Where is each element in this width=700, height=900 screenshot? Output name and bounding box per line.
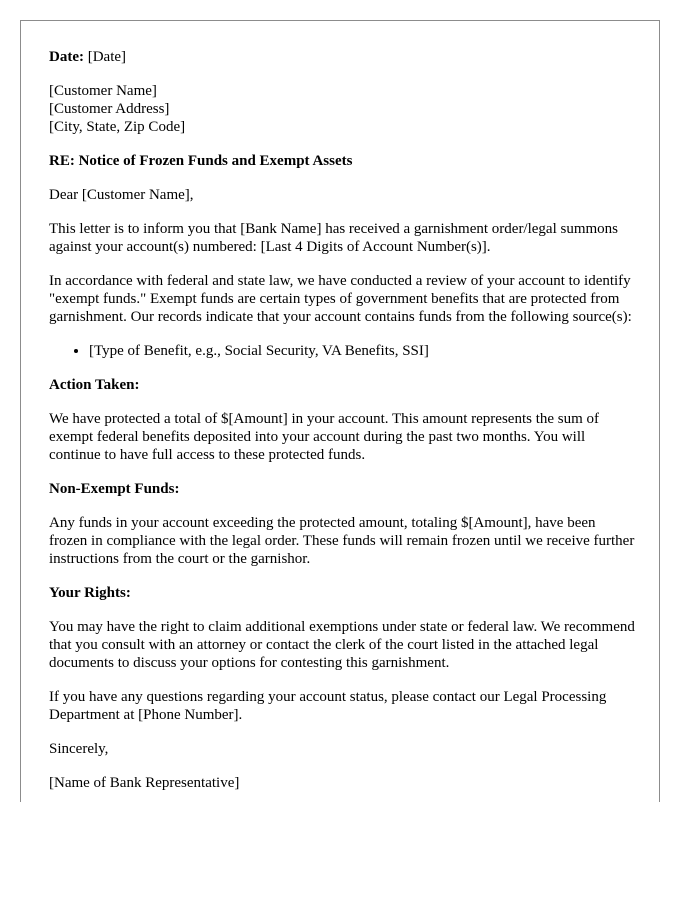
action-heading: Action Taken: <box>49 377 140 393</box>
letter-page <box>20 20 660 802</box>
benefit-source-list <box>49 342 635 360</box>
action-paragraph: We have protected a total of $[Amount] in your account. This amount represents the sum of exempt federal benefits deposited into your account during the past two months. You will continue to have full access to these protected funds. <box>49 411 600 463</box>
questions-paragraph: If you have any questions regarding your account status, please contact our Legal Processing Department at [Phone Number]. <box>49 689 607 723</box>
recipient-city: [City, State, Zip Code] <box>49 119 186 135</box>
signature-name: [Name of Bank Representative] <box>49 775 240 791</box>
rights-paragraph: You may have the right to claim additional exemptions under state or federal law. We recommend that you consult with an attorney or contact the clerk of the court listed in the attached legal documents to discuss your options for contesting this garnishment. <box>49 619 635 671</box>
closing: Sincerely, <box>49 741 109 757</box>
recipient-address <box>49 82 635 136</box>
date-value: [Date] <box>87 49 127 65</box>
letter-content <box>49 48 635 802</box>
nonexempt-paragraph: Any funds in your account exceeding the protected amount, totaling $[Amount], have been frozen in compliance with the legal order. These funds will remain frozen until we receive further instructions from the court or the garnishor. <box>49 515 635 567</box>
benefit-source-item: • [Type of Benefit, e.g., Social Security, VA Benefits, SSI] <box>89 342 635 360</box>
intro-paragraph: This letter is to inform you that [Bank Name] has received a garnishment order/legal summons against your account(s) numbered: [Last 4 Digits of Account Number(s)]. <box>49 221 619 255</box>
recipient-name: [Customer Name] <box>49 83 157 99</box>
date-label: Date: <box>49 49 84 65</box>
review-paragraph: In accordance with federal and state law, we have conducted a review of your account to identify "exempt funds." Exempt funds are certain types of government benefits that are protected from garnishment. Our records indicate that your account contains funds from the following source(s): <box>49 273 632 325</box>
rights-heading: Your Rights: <box>49 585 131 601</box>
nonexempt-heading: Non-Exempt Funds: <box>49 481 180 497</box>
salutation: Dear [Customer Name], <box>49 187 194 203</box>
subject-line: RE: Notice of Frozen Funds and Exempt Assets <box>49 153 353 169</box>
recipient-street: [Customer Address] <box>49 101 170 117</box>
date-line <box>49 48 635 66</box>
